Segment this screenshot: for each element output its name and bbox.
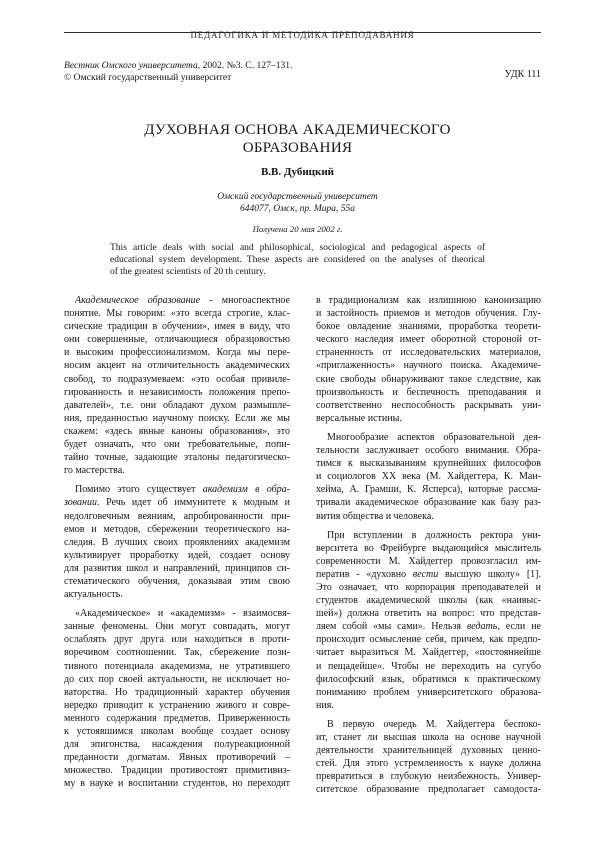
text-line: При вступлении в должность ректора уни- xyxy=(327,529,541,541)
text-line: скажем: «здесь явные каноны образования», это xyxy=(64,425,290,437)
text-run: ператив - «духовно xyxy=(316,568,413,580)
title-line: ДУХОВНАЯ ОСНОВА АКАДЕМИЧЕСКОГО xyxy=(144,122,451,138)
text-line: деятельности хранительницей духовных ценно- xyxy=(316,745,541,757)
abstract xyxy=(110,242,485,278)
text-run: - многоаспектное xyxy=(200,295,290,306)
text-line: ситетское образование предполагает самодоста- xyxy=(316,784,541,796)
text-line: культивирует проработку идей, создает основу xyxy=(64,549,290,561)
text-line: множество. Традиции противостоят примитивиз- xyxy=(64,765,290,777)
author-name: В.В. Дубицкий xyxy=(260,166,335,178)
journal-name: Вестник Омского университета xyxy=(64,60,198,71)
text-run: . Речь идет об иммунитете к модным и xyxy=(97,497,290,509)
text-line xyxy=(316,568,541,581)
text-line: произвольность и беспечность преподавания и xyxy=(316,386,541,398)
udc-code: УДК 111 xyxy=(504,69,541,80)
article-title xyxy=(0,121,595,157)
text-line: и социологов XX века (М. Хайдеггера, К. Ман- xyxy=(316,471,541,483)
issue-details: , 2002. №3. С. 127–131. xyxy=(197,60,293,71)
paragraph xyxy=(64,483,290,601)
text-line: тельности заслуживает особого внимания. Обра- xyxy=(316,445,541,457)
text-line: носим акцент на отличительность академических xyxy=(64,360,290,372)
column-right xyxy=(316,294,541,796)
text-line xyxy=(64,483,290,496)
text-line xyxy=(64,294,290,307)
paragraph xyxy=(316,294,541,425)
text-line: «Академическое» и «академизм» - взаимосвя- xyxy=(75,608,290,620)
text-run: высшую школу» [1]. xyxy=(438,568,541,580)
text-line: воречивом соотношении. Так, сбережение пози- xyxy=(64,647,290,659)
text-line: для эпигонства, насаждения полуреакционной xyxy=(64,739,290,751)
citation-line xyxy=(64,60,292,72)
text-line: и высоким профессионализмом. Когда мы пере- xyxy=(64,347,290,359)
text-line: гированность и независимость положения препо- xyxy=(64,386,290,398)
text-line: философский язык, обратимся к практическому xyxy=(316,673,541,685)
text-line: Это означает, что корпорация преподавателей и xyxy=(316,581,541,593)
text-line: ослаблять друг друга или находиться в проти- xyxy=(64,634,290,646)
text-line: соответственно неспособность раскрывать уни- xyxy=(316,399,541,411)
text-line: сические традиции в обучении», имея в виду, что xyxy=(64,321,290,333)
text-line: для развития школ и направлений, принципов си- xyxy=(64,562,290,574)
paragraph xyxy=(64,294,290,477)
text-line: ит, станет ли высшая школа на основе научной xyxy=(316,732,541,743)
text-line: они совершенные, отличающиеся образцовостью xyxy=(64,334,290,346)
text-line: преданности догматам. Явных противоречий – xyxy=(64,752,290,764)
affiliation-line: 644077, Омск, пр. Мира, 55а xyxy=(240,204,355,214)
text-line xyxy=(316,620,541,633)
text-run: ляем собой «мы сами». Нельзя xyxy=(316,621,467,633)
text-line: стематического обучения, доказывая этим свою xyxy=(64,575,290,587)
emphasis: ведать xyxy=(466,621,498,633)
author-affiliation xyxy=(0,191,595,215)
emphasis: академизм в обра- xyxy=(202,484,290,496)
text-line: и пещадейше». Чтобы не переходить на сугубо xyxy=(316,660,541,672)
text-line: «приглаженность» научного поиска. Академиче- xyxy=(316,360,541,372)
received-date: Получена 20 мая 2002 г. xyxy=(252,224,343,234)
paragraph xyxy=(316,529,541,712)
paragraph xyxy=(316,718,541,797)
text-line: версальные истины. xyxy=(316,412,402,424)
emphasis: зовании xyxy=(64,497,98,509)
text-line: тривали академическое образование как базу раз- xyxy=(316,497,541,509)
text-line: ваторства. Но традиционный характер обучения xyxy=(64,686,290,698)
text-line: Многообразие аспектов образовательной дея- xyxy=(327,431,541,443)
affiliation-line: Омский государственный университет xyxy=(217,192,378,202)
text-line: давателей», т.е. они обладают духом размышле- xyxy=(64,399,290,411)
text-line: тивного потенциала академизма, не утратившего xyxy=(64,660,290,672)
text-line: до сих пор своей актуальности, не исключает но- xyxy=(64,673,290,685)
title-line: ОБРАЗОВАНИЯ xyxy=(242,140,353,156)
text-line: пониманию проблем университетского образова- xyxy=(316,686,541,698)
text-line: нередко приводит к устранению живого и совре- xyxy=(64,699,290,711)
text-line: вития общества и человека. xyxy=(316,510,434,522)
paragraph xyxy=(64,607,290,790)
text-line: ские свободы обнаруживают такое следствие, как xyxy=(316,373,541,385)
text-line: менного содержания предметов. Приверженность xyxy=(64,712,290,724)
copyright-line: © Омский государственный университет xyxy=(64,72,232,83)
text-line: происходит осмысление себя, причем, как предпо- xyxy=(316,634,541,646)
column-left xyxy=(64,294,290,790)
abstract-line: of the greatest scientists of 20 th century. xyxy=(110,267,266,277)
running-head: ПЕДАГОГИКА И МЕТОДИКА ПРЕПОДАВАНИЯ xyxy=(190,30,415,40)
text-line: ния, преданностью научному поиску. Если же мы xyxy=(64,412,290,424)
text-run: , если не xyxy=(497,621,541,633)
text-line: читает выразиться М. Хайдеггер, «постояннейше xyxy=(316,647,541,659)
text-line: шей») должна ответить на вопрос: что представ- xyxy=(316,608,541,620)
text-line: понятие. Мы говорим: «это всегда строгие, клас- xyxy=(64,308,290,320)
text-line: хейма, А. Грамши, К. Ясперса), которые рассма- xyxy=(316,484,541,496)
text-line: в традиционализм как излишнюю канонизацию xyxy=(316,295,541,306)
text-line: современности М. Хайдеггер провозгласил им- xyxy=(316,555,541,567)
text-line: го мастерства. xyxy=(64,465,125,477)
text-line: ния. xyxy=(316,699,334,711)
emphasis: вести xyxy=(412,568,439,580)
text-line: му в науке и воспитании студентов, но переходят xyxy=(64,778,290,790)
journal-citation xyxy=(64,60,292,84)
text-line: к устоявшимся школам вообще создает основу xyxy=(64,726,290,737)
text-line: бокое овладение знаниями, проработка теорети- xyxy=(316,321,541,333)
text-line: превратиться в глубокую неизбежность. Универ- xyxy=(316,771,541,783)
text-line: В первую очередь М. Хайдеггера беспоко- xyxy=(327,718,541,730)
emphasis: Академическое образование xyxy=(75,295,201,306)
text-line: страненность от исследовательских материалов, xyxy=(316,347,541,359)
text-line: ческого наследия имеет оборотной стороной от- xyxy=(316,334,541,346)
abstract-line: educational system development. These aspects are considered on the analyses of theorical xyxy=(110,255,485,265)
text-line: стей. Для этого устремленность к науке должна xyxy=(316,758,541,770)
text-line: студентов академической школы (как «наивыс- xyxy=(316,595,541,607)
abstract-line: This article deals with social and philosophical, sociological and pedagogical aspects of xyxy=(110,243,485,253)
text-line: емов и методов, сбережении теоретического на- xyxy=(64,523,290,535)
text-line: свобод, то подразумеваем: «это особая привиле- xyxy=(64,373,290,385)
text-line: тимся к высказываниям крупнейших философов xyxy=(316,458,541,470)
text-line: тайно точные, задающие эталоны педагогическо- xyxy=(64,452,290,464)
text-line: занные феномены. Они могут совпадать, могут xyxy=(64,621,290,633)
text-line: следия. В лучших своих проявлениях академизм xyxy=(64,536,290,548)
text-line xyxy=(64,496,290,509)
text-line: верситета во Фрейбурге выдающийся мыслитель xyxy=(316,542,541,554)
text-line: будет означать, что они требовательные, попи- xyxy=(64,439,290,451)
text-line: и застойность приемов и методов обучения. Глу- xyxy=(316,308,541,320)
text-line: актуальность. xyxy=(64,589,123,601)
paragraph xyxy=(316,431,541,523)
text-run: Помимо этого существует xyxy=(75,484,203,496)
text-line: недолговечным веяниям, апробированности при- xyxy=(64,510,290,522)
